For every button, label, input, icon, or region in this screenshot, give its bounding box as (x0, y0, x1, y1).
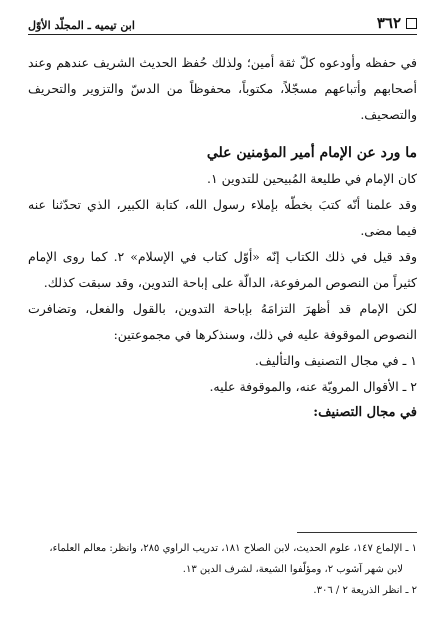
paragraph-2: كان الإمام في طليعة المُبيحين للتدوين ١. (206, 171, 417, 186)
footnote-divider (297, 532, 417, 533)
list-item-1: ١ ـ في مجال التصنيف والتأليف. (254, 353, 417, 368)
section-heading: ما ورد عن الإمام أمير المؤمنين علي (206, 145, 417, 161)
list-item-2: ٢ ـ الأقوال المرويّة عنه، والموقوفة عليه. (209, 379, 417, 394)
page-number-box-icon (406, 18, 417, 29)
footnote-1-line-1: ١ ـ الإلماع ١٤٧، علوم الحديث، لابن الصلاح ١٨١، تدريب الراوي ٢٨٥، وانظر: معالم العلماء، (49, 543, 417, 554)
footnote-1-line-2: لابن شهر آشوب ٢، ومؤلّفوا الشيعة، لشرف الدين ١٣. (182, 564, 403, 575)
page-header (28, 10, 417, 35)
paragraph-1: في حفظه وأودعوه كلّ ثقة أمين؛ ولذلك حُفظ الحديث الشريف عندهم وعند أصحابهم وأتباعهم مسجّلاً، مكتوباً، محفوظاً من الدسّ والتزوير والتحريف والتصحيف. (28, 55, 417, 122)
page-body (28, 50, 417, 426)
page-number (377, 14, 417, 32)
sub-heading: في مجال التصنيف: (313, 405, 417, 420)
paragraph-5: لكن الإمام قد أظهرَ التزامَهُ بإباحة التدوين، بالقول والفعل، وتضافرت النصوص الموقوفة عليه في ذلك، وسنذكرها في مجموعتين: (28, 301, 417, 342)
paragraph-4: وقد قيل في ذلك الكتاب إنّه «أوّل كتاب في الإسلام» ٢. كما روى الإمام كثيراً من النصوص المرفوعة، الدالّة على إباحة التدوين، وقد سبقت كذلك. (28, 249, 417, 290)
footnote-2: ٢ ـ انظر الذريعة ٢ / ٣٠٦. (313, 585, 417, 596)
page-number-text: ٣٦٢ (376, 14, 401, 32)
footnotes (28, 538, 417, 601)
running-title: ابن تيميه ـ المجلّد الأوّل (28, 19, 135, 32)
paragraph-3: وقد علمنا أنّه كتبَ بخطّه بإملاء رسول الله، كتابة الكبير، الذي تحدّثنا عنه فيما مضى. (28, 197, 417, 238)
